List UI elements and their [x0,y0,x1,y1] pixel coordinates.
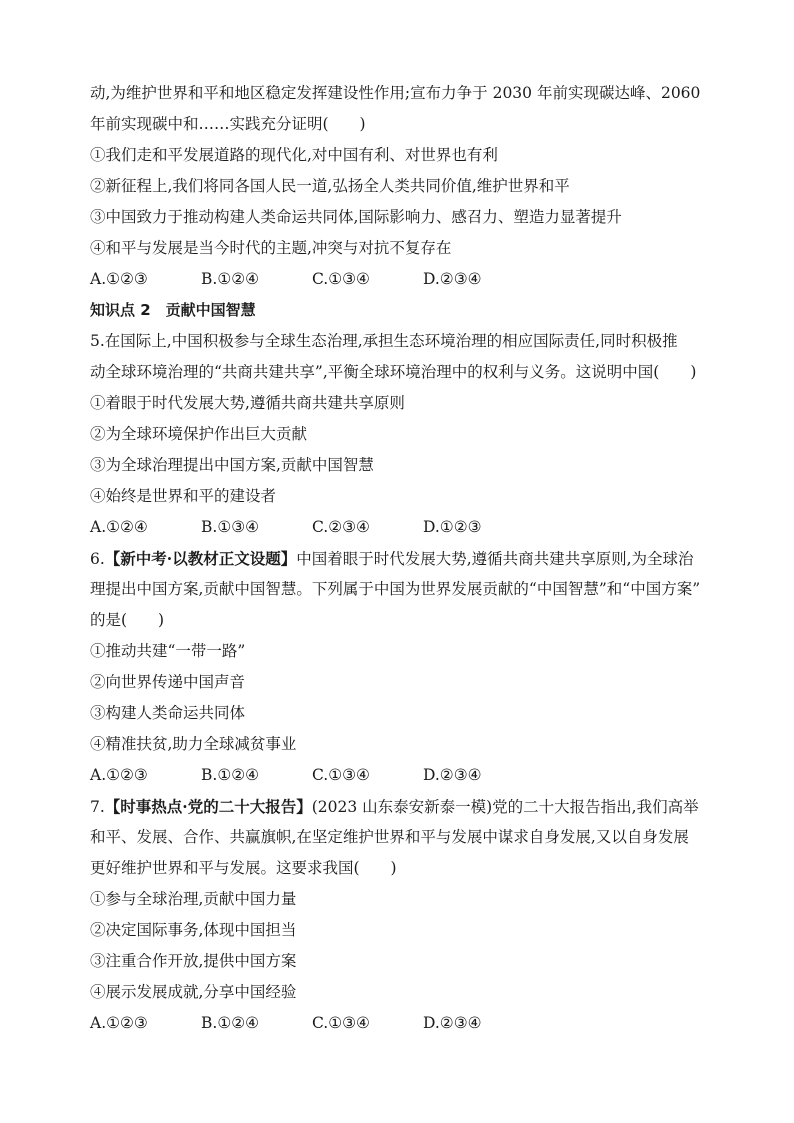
question-stem-text: (2023 山东泰安新泰一模)党的二十大报告指出,我们高举 [311,798,699,816]
option-c: C.②③④ [312,518,370,536]
option-b: B.①②④ [201,766,260,784]
question-number: 7. [90,798,105,816]
statement-1: ①参与全球治理,贡献中国力量 [90,890,297,908]
question-5 [90,326,710,543]
statement-2: ②向世界传递中国声音 [90,673,246,691]
option-c: C.①③④ [312,1014,370,1032]
option-c: C.①③④ [312,766,370,784]
statement-3: ③构建人类命运共同体 [90,704,246,722]
statement-3: ③注重合作开放,提供中国方案 [90,952,297,970]
statement-2: ②新征程上,我们将同各国人民一道,弘扬全人类共同价值,维护世界和平 [90,177,570,195]
option-a: A.①②③ [90,270,148,288]
worksheet-page [90,78,710,1039]
option-d: D.②③④ [423,766,482,784]
statement-2: ②为全球环境保护作出巨大贡献 [90,425,308,443]
option-a: A.①②④ [90,518,148,536]
statement-4: ④和平与发展是当今时代的主题,冲突与对抗不复存在 [90,239,452,257]
statement-3: ③中国致力于推动构建人类命运共同体,国际影响力、感召力、塑造力显著提升 [90,208,622,226]
statement-4: ④展示发展成就,分享中国经验 [90,983,297,1001]
answer-options [90,264,710,295]
option-b: B.①②④ [201,270,260,288]
statement-2: ②决定国际事务,体现中国担当 [90,921,297,939]
option-b: B.①②④ [201,1014,260,1032]
answer-options [90,512,710,543]
option-a: A.①②③ [90,1014,148,1032]
statement-3: ③为全球治理提出中国方案,贡献中国智慧 [90,456,374,474]
question-stem-text: 中国着眼于时代发展大势,遵循共商共建共享原则,为全球治 [296,550,694,568]
question-6 [90,543,710,791]
question-stem-line: 更好维护世界和平与发展。这要求我国( ) [90,859,397,877]
statement-1: ①着眼于时代发展大势,遵循共商共建共享原则 [90,394,405,412]
question-tag: 【时事热点·党的二十大报告】 [104,797,312,816]
statement-4: ④始终是世界和平的建设者 [90,487,277,505]
question-4 [90,78,710,295]
answer-options [90,1008,710,1039]
option-a: A.①②③ [90,766,148,784]
option-d: D.②③④ [423,1014,482,1032]
question-stem-line: 动全球环境治理的“共商共建共享”,平衡全球环境治理中的权利与义务。这说明中国( ) [90,363,697,381]
question-tag: 【新中考·以教材正文设题】 [104,549,297,568]
question-stem-line: 理提出中国方案,贡献中国智慧。下列属于中国为世界发展贡献的“中国智慧”和“中国方案” [90,580,701,598]
statement-4: ④精准扶贫,助力全球减贫事业 [90,735,297,753]
question-stem-line: 5.在国际上,中国积极参与全球生态治理,承担生态环境治理的相应国际责任,同时积极推 [90,332,678,350]
question-stem-line: 动,为维护世界和平和地区稳定发挥建设性作用;宣布力争于 2030 年前实现碳达峰、2060 [90,84,701,102]
option-d: D.①②③ [423,518,482,536]
question-7 [90,791,710,1039]
section-heading: 知识点 2 贡献中国智慧 [90,301,256,319]
question-stem-line [90,543,710,574]
statement-1: ①推动共建“一带一路” [90,642,246,660]
question-number: 6. [90,550,105,568]
option-b: B.①③④ [201,518,260,536]
question-stem-line: 年前实现碳中和……实践充分证明( ) [90,115,366,133]
statement-1: ①我们走和平发展道路的现代化,对中国有利、对世界也有利 [90,146,498,164]
question-stem-line: 和平、发展、合作、共赢旗帜,在坚定维护世界和平与发展中谋求自身发展,又以自身发展 [90,828,689,846]
option-c: C.①③④ [312,270,370,288]
question-stem-line: 的是( ) [90,611,165,629]
question-stem-line [90,791,710,822]
option-d: D.②③④ [423,270,482,288]
answer-options [90,760,710,791]
